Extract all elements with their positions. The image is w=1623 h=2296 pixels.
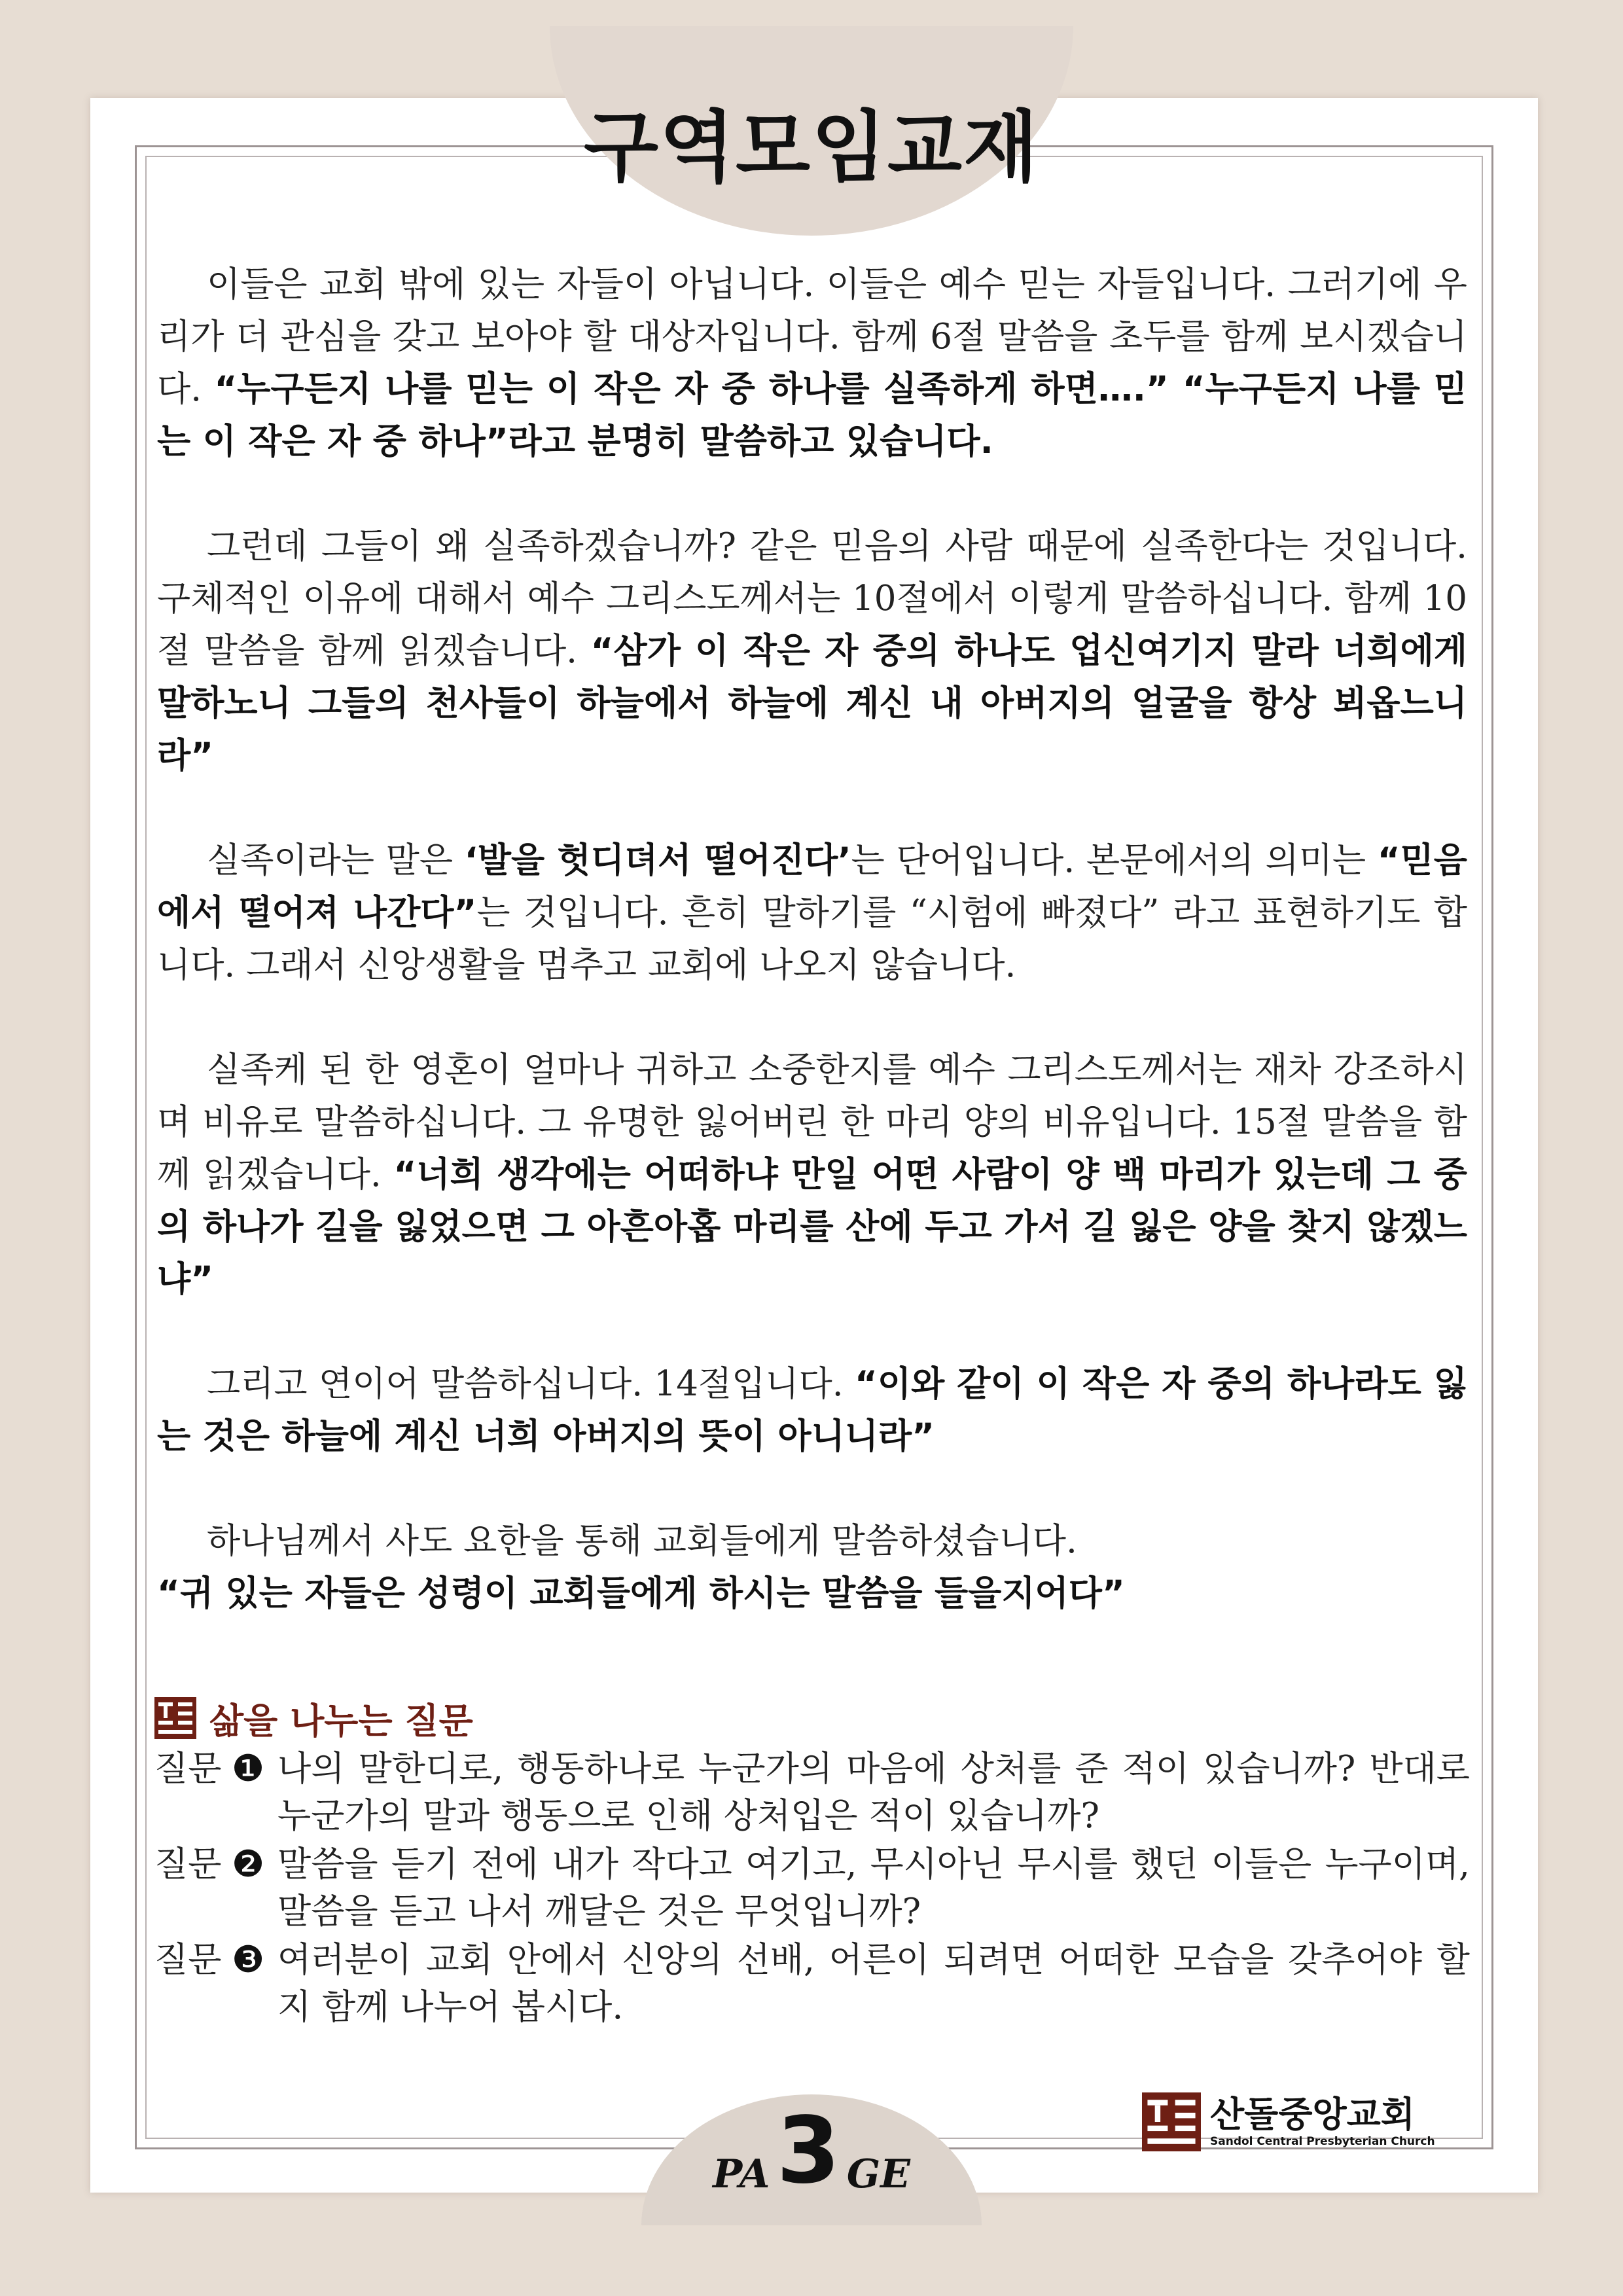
- questions-section: [154, 1692, 1470, 2031]
- question-item: [154, 1841, 1470, 1935]
- emphasis-text: ‘발을 헛디뎌서 떨어진다’: [464, 840, 851, 880]
- question-number: ❶: [232, 1748, 265, 1790]
- church-english-name: Sandol Central Presbyterian Church: [1210, 2135, 1435, 2148]
- question-item: [154, 1746, 1470, 1840]
- questions-title: 삶을 나누는 질문: [209, 1700, 473, 1742]
- text-run: 실족케 된 한 영혼이 얼마나 귀하고 소중한지를 예수 그리스도께서는 재차 강조하시며 비유로 말씀하십니다. 그 유명한 잃어버린 한 마리 양의 비유입니다. 15절 말씀을 함께 읽겠습니다.: [157, 1050, 1467, 1194]
- emphasis-text: “믿음에서 떨어져 나간다”: [157, 840, 1467, 933]
- text-run: 하나님께서 사도 요한을 통해 교회들에게 말씀하셨습니다.: [207, 1521, 1077, 1561]
- page-title: 구역모임교재: [584, 102, 1039, 192]
- questions-heading: [154, 1692, 1470, 1744]
- paragraph: [157, 520, 1467, 782]
- scripture-quote: “삼가 이 작은 자 중의 하나도 업신여기지 말라 너희에게 말하노니 그들의 천사들이 하늘에서 하늘에 계신 내 아버지의 얼굴을 항상 뵈옵느니라”: [157, 631, 1467, 776]
- text-run: 이들은 교회 밖에 있는 자들이 아닙니다. 이들은 예수 믿는 자들입니다. 그러기에 우리가 더 관심을 갖고 보아야 할 대상자입니다. 함께 6절 말씀을 초두를 함께 보시겠습니다.: [157, 264, 1467, 409]
- question-text: 여러분이 교회 안에서 신앙의 선배, 어른이 되려면 어떠한 모습을 갖추어야 할지 함께 나누어 봅시다.: [277, 1940, 1470, 2027]
- paragraph: [157, 259, 1467, 468]
- text-run: 그리고 연이어 말씀하십니다. 14절입니다.: [207, 1364, 855, 1404]
- scripture-quote: “이와 같이 이 작은 자 중의 하나라도 잃는 것은 하늘에 계신 너희 아버지의 뜻이 아니니라”: [157, 1364, 1467, 1456]
- paragraph: [157, 834, 1467, 992]
- question-label: 질문: [154, 1844, 222, 1884]
- question-number: ❷: [232, 1843, 265, 1886]
- text-run: 는 단어입니다. 본문에서의 의미는: [851, 840, 1378, 880]
- church-text: [1210, 2095, 1435, 2149]
- paragraph: [157, 1515, 1467, 1620]
- text-run: 는 것입니다. 흔히 말하기를 “시험에 빠졌다” 라고 표현하기도 합니다. 그래서 신앙생활을 멈추고 교회에 나오지 않습니다.: [157, 893, 1468, 985]
- sandol-logo-icon: [154, 1697, 196, 1739]
- page-number-value: 3: [776, 2098, 840, 2204]
- question-text: 말씀을 듣기 전에 내가 작다고 여기고, 무시아닌 무시를 했던 이들은 누구이며, 말씀을 듣고 나서 깨달은 것은 무엇입니까?: [277, 1844, 1470, 1931]
- page-suffix: GE: [846, 2151, 910, 2197]
- question-label: 질문: [154, 1749, 222, 1789]
- church-logo: [1142, 2089, 1456, 2155]
- body-text: [157, 259, 1467, 1620]
- page-number: [641, 2098, 982, 2204]
- question-label: 질문: [154, 1940, 222, 1980]
- paragraph: [157, 1044, 1467, 1306]
- text-run: 실족이라는 말은: [207, 840, 465, 880]
- scripture-quote: “너희 생각에는 어떠하냐 만일 어떤 사람이 양 백 마리가 있는데 그 중의 하나가 길을 잃었으면 그 아흔아홉 마리를 산에 두고 가서 길 잃은 양을 찾지 않겠느냐”: [157, 1155, 1467, 1299]
- scripture-quote: “귀 있는 자들은 성령이 교회들에게 하시는 말씀을 들을지어다”: [157, 1573, 1125, 1613]
- question-number: ❸: [232, 1939, 265, 1981]
- question-item: [154, 1937, 1470, 2031]
- page-prefix: PA: [713, 2151, 770, 2197]
- paragraph: [157, 1358, 1467, 1463]
- sandol-logo-icon: [1142, 2092, 1201, 2151]
- question-text: 나의 말한디로, 행동하나로 누군가의 마음에 상처를 준 적이 있습니까? 반대로 누군가의 말과 행동으로 인해 상처입은 적이 있습니까?: [277, 1749, 1470, 1836]
- church-name: 산돌중앙교회: [1210, 2094, 1415, 2135]
- scripture-quote: “누구든지 나를 믿는 이 작은 자 중 하나를 실족하게 하면….” “누구든지 나를 믿는 이 작은 자 중 하나”라고 분명히 말씀하고 있습니다.: [157, 369, 1467, 461]
- text-run: 그런데 그들이 왜 실족하겠습니까? 같은 믿음의 사람 때문에 실족한다는 것입니다. 구체적인 이유에 대해서 예수 그리스도께서는 10절에서 이렇게 말씀하십니다. 함께 10절 말씀을 함께 읽겠습니다.: [157, 526, 1467, 671]
